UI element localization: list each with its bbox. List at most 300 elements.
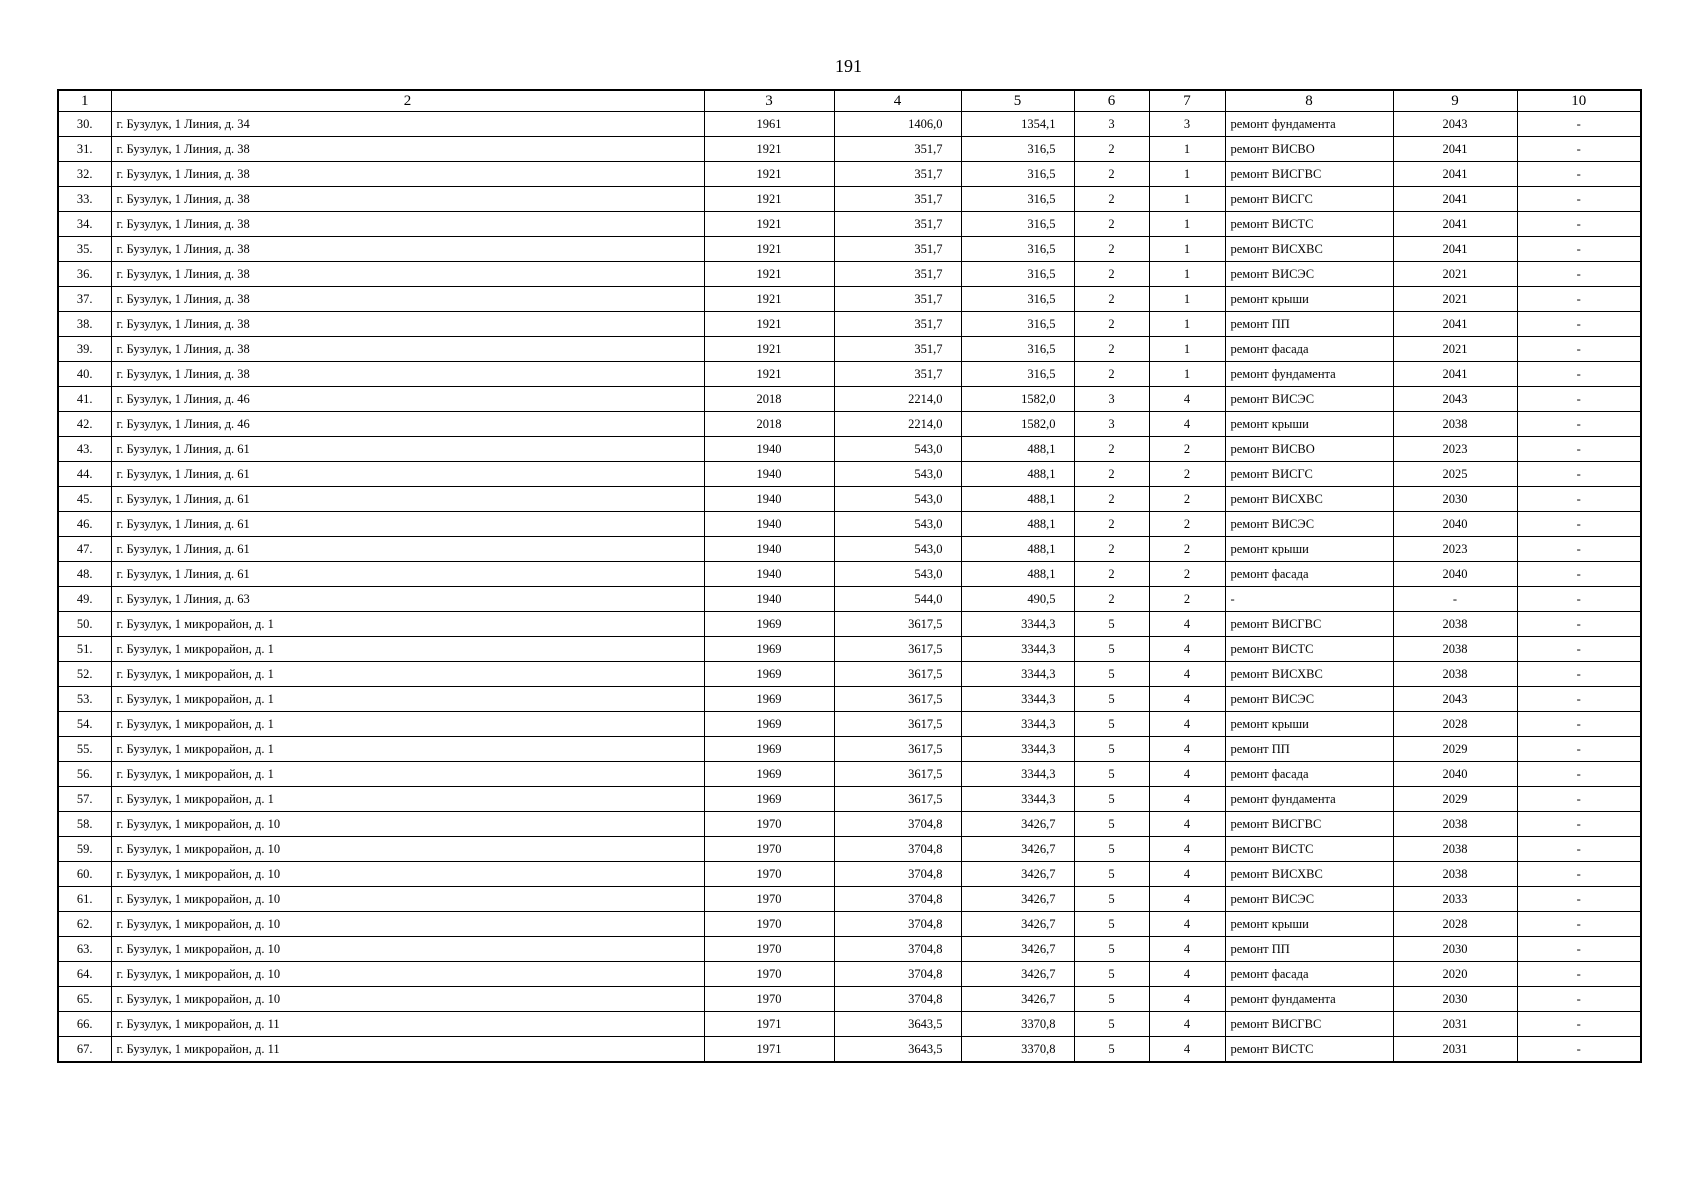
table-row xyxy=(58,1012,1641,1037)
living-area-cell: 3344,3 xyxy=(961,737,1074,762)
total-area-cell: 3704,8 xyxy=(834,812,961,837)
work-type-cell: ремонт ВИСЭС xyxy=(1225,262,1393,287)
entrances-cell: 4 xyxy=(1149,937,1225,962)
work-type-cell: ремонт крыши xyxy=(1225,412,1393,437)
row-number-cell: 54. xyxy=(58,712,111,737)
year-built-cell: 1970 xyxy=(704,962,834,987)
work-type-cell: ремонт крыши xyxy=(1225,912,1393,937)
work-type-cell: ремонт ВИСХВС xyxy=(1225,487,1393,512)
address-cell: г. Бузулук, 1 Линия, д. 38 xyxy=(111,362,704,387)
note-cell: - xyxy=(1517,287,1641,312)
row-number-cell: 38. xyxy=(58,312,111,337)
table-row xyxy=(58,487,1641,512)
entrances-cell: 4 xyxy=(1149,687,1225,712)
table-body xyxy=(58,112,1641,1063)
total-area-cell: 543,0 xyxy=(834,512,961,537)
table-row xyxy=(58,162,1641,187)
row-number-cell: 34. xyxy=(58,212,111,237)
year-built-cell: 1969 xyxy=(704,737,834,762)
entrances-cell: 4 xyxy=(1149,387,1225,412)
work-type-cell: ремонт ВИСГВС xyxy=(1225,812,1393,837)
living-area-cell: 3344,3 xyxy=(961,612,1074,637)
table-row xyxy=(58,262,1641,287)
planned-year-cell: 2031 xyxy=(1393,1037,1517,1063)
address-cell: г. Бузулук, 1 микрорайон, д. 1 xyxy=(111,637,704,662)
entrances-cell: 1 xyxy=(1149,312,1225,337)
floors-cell: 5 xyxy=(1074,612,1149,637)
entrances-cell: 4 xyxy=(1149,912,1225,937)
year-built-cell: 1940 xyxy=(704,587,834,612)
work-type-cell: ремонт фасада xyxy=(1225,337,1393,362)
work-type-cell: ремонт ВИСВО xyxy=(1225,437,1393,462)
year-built-cell: 1970 xyxy=(704,887,834,912)
planned-year-cell: 2041 xyxy=(1393,137,1517,162)
note-cell: - xyxy=(1517,737,1641,762)
year-built-cell: 1969 xyxy=(704,712,834,737)
year-built-cell: 2018 xyxy=(704,412,834,437)
address-cell: г. Бузулук, 1 микрорайон, д. 10 xyxy=(111,887,704,912)
row-number-cell: 41. xyxy=(58,387,111,412)
row-number-cell: 51. xyxy=(58,637,111,662)
planned-year-cell: 2033 xyxy=(1393,887,1517,912)
address-cell: г. Бузулук, 1 Линия, д. 61 xyxy=(111,487,704,512)
note-cell: - xyxy=(1517,262,1641,287)
work-type-cell: ремонт ВИСЭС xyxy=(1225,887,1393,912)
row-number-cell: 48. xyxy=(58,562,111,587)
work-type-cell: ремонт крыши xyxy=(1225,537,1393,562)
floors-cell: 5 xyxy=(1074,812,1149,837)
floors-cell: 3 xyxy=(1074,112,1149,137)
floors-cell: 2 xyxy=(1074,537,1149,562)
table-row xyxy=(58,737,1641,762)
address-cell: г. Бузулук, 1 микрорайон, д. 11 xyxy=(111,1012,704,1037)
living-area-cell: 490,5 xyxy=(961,587,1074,612)
year-built-cell: 1921 xyxy=(704,212,834,237)
work-type-cell: ремонт ВИСТС xyxy=(1225,637,1393,662)
work-type-cell: ремонт ВИСТС xyxy=(1225,1037,1393,1063)
living-area-cell: 3426,7 xyxy=(961,837,1074,862)
living-area-cell: 1354,1 xyxy=(961,112,1074,137)
row-number-cell: 31. xyxy=(58,137,111,162)
entrances-cell: 3 xyxy=(1149,112,1225,137)
table-row xyxy=(58,987,1641,1012)
planned-year-cell: 2043 xyxy=(1393,112,1517,137)
note-cell: - xyxy=(1517,612,1641,637)
entrances-cell: 2 xyxy=(1149,462,1225,487)
work-type-cell: ремонт ПП xyxy=(1225,737,1393,762)
planned-year-cell: 2043 xyxy=(1393,387,1517,412)
planned-year-cell: 2023 xyxy=(1393,537,1517,562)
work-type-cell: - xyxy=(1225,587,1393,612)
total-area-cell: 543,0 xyxy=(834,462,961,487)
address-cell: г. Бузулук, 1 микрорайон, д. 10 xyxy=(111,837,704,862)
planned-year-cell: 2021 xyxy=(1393,262,1517,287)
year-built-cell: 1940 xyxy=(704,512,834,537)
living-area-cell: 1582,0 xyxy=(961,412,1074,437)
work-type-cell: ремонт фундамента xyxy=(1225,787,1393,812)
row-number-cell: 62. xyxy=(58,912,111,937)
living-area-cell: 316,5 xyxy=(961,237,1074,262)
note-cell: - xyxy=(1517,887,1641,912)
floors-cell: 2 xyxy=(1074,287,1149,312)
note-cell: - xyxy=(1517,437,1641,462)
table-row xyxy=(58,112,1641,137)
year-built-cell: 1921 xyxy=(704,237,834,262)
floors-cell: 2 xyxy=(1074,587,1149,612)
address-cell: г. Бузулук, 1 микрорайон, д. 10 xyxy=(111,912,704,937)
table-row xyxy=(58,287,1641,312)
living-area-cell: 3344,3 xyxy=(961,662,1074,687)
address-cell: г. Бузулук, 1 микрорайон, д. 1 xyxy=(111,612,704,637)
row-number-cell: 37. xyxy=(58,287,111,312)
floors-cell: 2 xyxy=(1074,162,1149,187)
note-cell: - xyxy=(1517,662,1641,687)
table-row xyxy=(58,212,1641,237)
address-cell: г. Бузулук, 1 Линия, д. 38 xyxy=(111,137,704,162)
entrances-cell: 1 xyxy=(1149,162,1225,187)
note-cell: - xyxy=(1517,687,1641,712)
row-number-cell: 39. xyxy=(58,337,111,362)
living-area-cell: 3344,3 xyxy=(961,762,1074,787)
entrances-cell: 4 xyxy=(1149,762,1225,787)
address-cell: г. Бузулук, 1 микрорайон, д. 1 xyxy=(111,712,704,737)
total-area-cell: 3617,5 xyxy=(834,737,961,762)
total-area-cell: 3704,8 xyxy=(834,912,961,937)
address-cell: г. Бузулук, 1 микрорайон, д. 10 xyxy=(111,987,704,1012)
row-number-cell: 49. xyxy=(58,587,111,612)
total-area-cell: 3704,8 xyxy=(834,837,961,862)
row-number-cell: 66. xyxy=(58,1012,111,1037)
row-number-cell: 56. xyxy=(58,762,111,787)
living-area-cell: 488,1 xyxy=(961,462,1074,487)
entrances-cell: 4 xyxy=(1149,787,1225,812)
table-row xyxy=(58,462,1641,487)
work-type-cell: ремонт фасада xyxy=(1225,562,1393,587)
year-built-cell: 1940 xyxy=(704,437,834,462)
entrances-cell: 4 xyxy=(1149,737,1225,762)
floors-cell: 5 xyxy=(1074,662,1149,687)
living-area-cell: 316,5 xyxy=(961,337,1074,362)
living-area-cell: 3426,7 xyxy=(961,862,1074,887)
total-area-cell: 351,7 xyxy=(834,137,961,162)
entrances-cell: 2 xyxy=(1149,587,1225,612)
note-cell: - xyxy=(1517,487,1641,512)
work-type-cell: ремонт фундамента xyxy=(1225,362,1393,387)
total-area-cell: 351,7 xyxy=(834,362,961,387)
address-cell: г. Бузулук, 1 микрорайон, д. 1 xyxy=(111,787,704,812)
year-built-cell: 1971 xyxy=(704,1037,834,1063)
capital-repair-table xyxy=(57,89,1642,1063)
work-type-cell: ремонт фасада xyxy=(1225,762,1393,787)
floors-cell: 2 xyxy=(1074,462,1149,487)
living-area-cell: 316,5 xyxy=(961,262,1074,287)
floors-cell: 3 xyxy=(1074,387,1149,412)
note-cell: - xyxy=(1517,837,1641,862)
living-area-cell: 488,1 xyxy=(961,562,1074,587)
address-cell: г. Бузулук, 1 микрорайон, д. 11 xyxy=(111,1037,704,1063)
floors-cell: 2 xyxy=(1074,237,1149,262)
entrances-cell: 4 xyxy=(1149,962,1225,987)
total-area-cell: 3704,8 xyxy=(834,962,961,987)
year-built-cell: 1921 xyxy=(704,337,834,362)
note-cell: - xyxy=(1517,362,1641,387)
work-type-cell: ремонт фундамента xyxy=(1225,987,1393,1012)
planned-year-cell: 2029 xyxy=(1393,787,1517,812)
address-cell: г. Бузулук, 1 микрорайон, д. 10 xyxy=(111,812,704,837)
planned-year-cell: 2040 xyxy=(1393,762,1517,787)
note-cell: - xyxy=(1517,862,1641,887)
total-area-cell: 544,0 xyxy=(834,587,961,612)
year-built-cell: 1969 xyxy=(704,787,834,812)
row-number-cell: 60. xyxy=(58,862,111,887)
planned-year-cell: 2041 xyxy=(1393,312,1517,337)
floors-cell: 5 xyxy=(1074,862,1149,887)
work-type-cell: ремонт ВИСГС xyxy=(1225,462,1393,487)
floors-cell: 5 xyxy=(1074,912,1149,937)
total-area-cell: 2214,0 xyxy=(834,412,961,437)
year-built-cell: 1970 xyxy=(704,987,834,1012)
floors-cell: 2 xyxy=(1074,212,1149,237)
row-number-cell: 43. xyxy=(58,437,111,462)
note-cell: - xyxy=(1517,637,1641,662)
total-area-cell: 3643,5 xyxy=(834,1012,961,1037)
note-cell: - xyxy=(1517,162,1641,187)
note-cell: - xyxy=(1517,912,1641,937)
note-cell: - xyxy=(1517,537,1641,562)
table-row xyxy=(58,862,1641,887)
floors-cell: 5 xyxy=(1074,737,1149,762)
living-area-cell: 3426,7 xyxy=(961,937,1074,962)
total-area-cell: 3704,8 xyxy=(834,862,961,887)
entrances-cell: 1 xyxy=(1149,337,1225,362)
row-number-cell: 36. xyxy=(58,262,111,287)
planned-year-cell: 2038 xyxy=(1393,612,1517,637)
table-row xyxy=(58,812,1641,837)
table-row xyxy=(58,362,1641,387)
year-built-cell: 1940 xyxy=(704,487,834,512)
year-built-cell: 1970 xyxy=(704,862,834,887)
entrances-cell: 4 xyxy=(1149,637,1225,662)
entrances-cell: 4 xyxy=(1149,412,1225,437)
total-area-cell: 3617,5 xyxy=(834,662,961,687)
year-built-cell: 1921 xyxy=(704,312,834,337)
entrances-cell: 4 xyxy=(1149,1012,1225,1037)
living-area-cell: 316,5 xyxy=(961,162,1074,187)
year-built-cell: 1921 xyxy=(704,362,834,387)
row-number-cell: 42. xyxy=(58,412,111,437)
total-area-cell: 351,7 xyxy=(834,337,961,362)
address-cell: г. Бузулук, 1 Линия, д. 61 xyxy=(111,512,704,537)
table-row xyxy=(58,387,1641,412)
total-area-cell: 351,7 xyxy=(834,262,961,287)
living-area-cell: 3344,3 xyxy=(961,712,1074,737)
table-row xyxy=(58,187,1641,212)
total-area-cell: 3704,8 xyxy=(834,887,961,912)
table-row xyxy=(58,837,1641,862)
floors-cell: 2 xyxy=(1074,512,1149,537)
note-cell: - xyxy=(1517,587,1641,612)
floors-cell: 5 xyxy=(1074,887,1149,912)
work-type-cell: ремонт ВИСХВС xyxy=(1225,662,1393,687)
row-number-cell: 59. xyxy=(58,837,111,862)
table-row xyxy=(58,787,1641,812)
entrances-cell: 4 xyxy=(1149,712,1225,737)
row-number-cell: 32. xyxy=(58,162,111,187)
table-row xyxy=(58,137,1641,162)
table-row xyxy=(58,312,1641,337)
address-cell: г. Бузулук, 1 Линия, д. 38 xyxy=(111,312,704,337)
column-header: 9 xyxy=(1393,90,1517,112)
work-type-cell: ремонт ВИСГВС xyxy=(1225,1012,1393,1037)
work-type-cell: ремонт ВИСВО xyxy=(1225,137,1393,162)
work-type-cell: ремонт ПП xyxy=(1225,937,1393,962)
living-area-cell: 3344,3 xyxy=(961,687,1074,712)
entrances-cell: 1 xyxy=(1149,212,1225,237)
living-area-cell: 488,1 xyxy=(961,487,1074,512)
total-area-cell: 351,7 xyxy=(834,187,961,212)
total-area-cell: 1406,0 xyxy=(834,112,961,137)
row-number-cell: 50. xyxy=(58,612,111,637)
living-area-cell: 488,1 xyxy=(961,537,1074,562)
note-cell: - xyxy=(1517,762,1641,787)
entrances-cell: 4 xyxy=(1149,812,1225,837)
planned-year-cell: 2038 xyxy=(1393,412,1517,437)
planned-year-cell: 2030 xyxy=(1393,937,1517,962)
address-cell: г. Бузулук, 1 Линия, д. 38 xyxy=(111,337,704,362)
note-cell: - xyxy=(1517,1012,1641,1037)
total-area-cell: 3617,5 xyxy=(834,762,961,787)
row-number-cell: 57. xyxy=(58,787,111,812)
floors-cell: 5 xyxy=(1074,962,1149,987)
floors-cell: 2 xyxy=(1074,487,1149,512)
address-cell: г. Бузулук, 1 микрорайон, д. 1 xyxy=(111,737,704,762)
year-built-cell: 1970 xyxy=(704,937,834,962)
address-cell: г. Бузулук, 1 Линия, д. 61 xyxy=(111,537,704,562)
floors-cell: 2 xyxy=(1074,437,1149,462)
total-area-cell: 351,7 xyxy=(834,312,961,337)
table-row xyxy=(58,637,1641,662)
year-built-cell: 1970 xyxy=(704,837,834,862)
year-built-cell: 1921 xyxy=(704,187,834,212)
work-type-cell: ремонт ВИСТС xyxy=(1225,837,1393,862)
table-row xyxy=(58,937,1641,962)
work-type-cell: ремонт ВИСХВС xyxy=(1225,237,1393,262)
living-area-cell: 488,1 xyxy=(961,437,1074,462)
note-cell: - xyxy=(1517,237,1641,262)
living-area-cell: 316,5 xyxy=(961,362,1074,387)
row-number-cell: 61. xyxy=(58,887,111,912)
address-cell: г. Бузулук, 1 микрорайон, д. 1 xyxy=(111,662,704,687)
planned-year-cell: 2025 xyxy=(1393,462,1517,487)
floors-cell: 5 xyxy=(1074,987,1149,1012)
note-cell: - xyxy=(1517,1037,1641,1063)
entrances-cell: 2 xyxy=(1149,437,1225,462)
total-area-cell: 3617,5 xyxy=(834,787,961,812)
note-cell: - xyxy=(1517,937,1641,962)
column-header: 10 xyxy=(1517,90,1641,112)
note-cell: - xyxy=(1517,387,1641,412)
address-cell: г. Бузулук, 1 Линия, д. 63 xyxy=(111,587,704,612)
table-row xyxy=(58,962,1641,987)
note-cell: - xyxy=(1517,462,1641,487)
year-built-cell: 1969 xyxy=(704,762,834,787)
year-built-cell: 1940 xyxy=(704,537,834,562)
year-built-cell: 1940 xyxy=(704,462,834,487)
total-area-cell: 543,0 xyxy=(834,562,961,587)
planned-year-cell: - xyxy=(1393,587,1517,612)
floors-cell: 2 xyxy=(1074,262,1149,287)
address-cell: г. Бузулук, 1 Линия, д. 38 xyxy=(111,187,704,212)
row-number-cell: 46. xyxy=(58,512,111,537)
total-area-cell: 351,7 xyxy=(834,287,961,312)
planned-year-cell: 2041 xyxy=(1393,212,1517,237)
planned-year-cell: 2031 xyxy=(1393,1012,1517,1037)
floors-cell: 5 xyxy=(1074,787,1149,812)
total-area-cell: 3617,5 xyxy=(834,687,961,712)
row-number-cell: 47. xyxy=(58,537,111,562)
table-row xyxy=(58,437,1641,462)
living-area-cell: 3344,3 xyxy=(961,637,1074,662)
note-cell: - xyxy=(1517,412,1641,437)
note-cell: - xyxy=(1517,312,1641,337)
floors-cell: 5 xyxy=(1074,1037,1149,1063)
floors-cell: 2 xyxy=(1074,312,1149,337)
entrances-cell: 4 xyxy=(1149,612,1225,637)
row-number-cell: 63. xyxy=(58,937,111,962)
floors-cell: 5 xyxy=(1074,687,1149,712)
note-cell: - xyxy=(1517,112,1641,137)
page-number: 191 xyxy=(835,56,862,76)
living-area-cell: 3370,8 xyxy=(961,1012,1074,1037)
floors-cell: 5 xyxy=(1074,762,1149,787)
total-area-cell: 543,0 xyxy=(834,537,961,562)
living-area-cell: 3426,7 xyxy=(961,887,1074,912)
floors-cell: 2 xyxy=(1074,187,1149,212)
year-built-cell: 1969 xyxy=(704,662,834,687)
living-area-cell: 316,5 xyxy=(961,287,1074,312)
planned-year-cell: 2021 xyxy=(1393,287,1517,312)
row-number-cell: 64. xyxy=(58,962,111,987)
table-row xyxy=(58,887,1641,912)
table-row xyxy=(58,412,1641,437)
address-cell: г. Бузулук, 1 микрорайон, д. 10 xyxy=(111,962,704,987)
planned-year-cell: 2040 xyxy=(1393,562,1517,587)
work-type-cell: ремонт ВИСЭС xyxy=(1225,387,1393,412)
row-number-cell: 65. xyxy=(58,987,111,1012)
work-type-cell: ремонт крыши xyxy=(1225,712,1393,737)
floors-cell: 3 xyxy=(1074,412,1149,437)
table-row xyxy=(58,712,1641,737)
total-area-cell: 543,0 xyxy=(834,437,961,462)
entrances-cell: 2 xyxy=(1149,487,1225,512)
planned-year-cell: 2030 xyxy=(1393,987,1517,1012)
note-cell: - xyxy=(1517,187,1641,212)
floors-cell: 2 xyxy=(1074,137,1149,162)
entrances-cell: 1 xyxy=(1149,237,1225,262)
row-number-cell: 53. xyxy=(58,687,111,712)
planned-year-cell: 2038 xyxy=(1393,862,1517,887)
planned-year-cell: 2023 xyxy=(1393,437,1517,462)
note-cell: - xyxy=(1517,812,1641,837)
year-built-cell: 1970 xyxy=(704,912,834,937)
living-area-cell: 3344,3 xyxy=(961,787,1074,812)
year-built-cell: 1969 xyxy=(704,637,834,662)
table-row xyxy=(58,912,1641,937)
address-cell: г. Бузулук, 1 микрорайон, д. 1 xyxy=(111,687,704,712)
address-cell: г. Бузулук, 1 Линия, д. 38 xyxy=(111,237,704,262)
address-cell: г. Бузулук, 1 Линия, д. 38 xyxy=(111,287,704,312)
column-header: 1 xyxy=(58,90,111,112)
